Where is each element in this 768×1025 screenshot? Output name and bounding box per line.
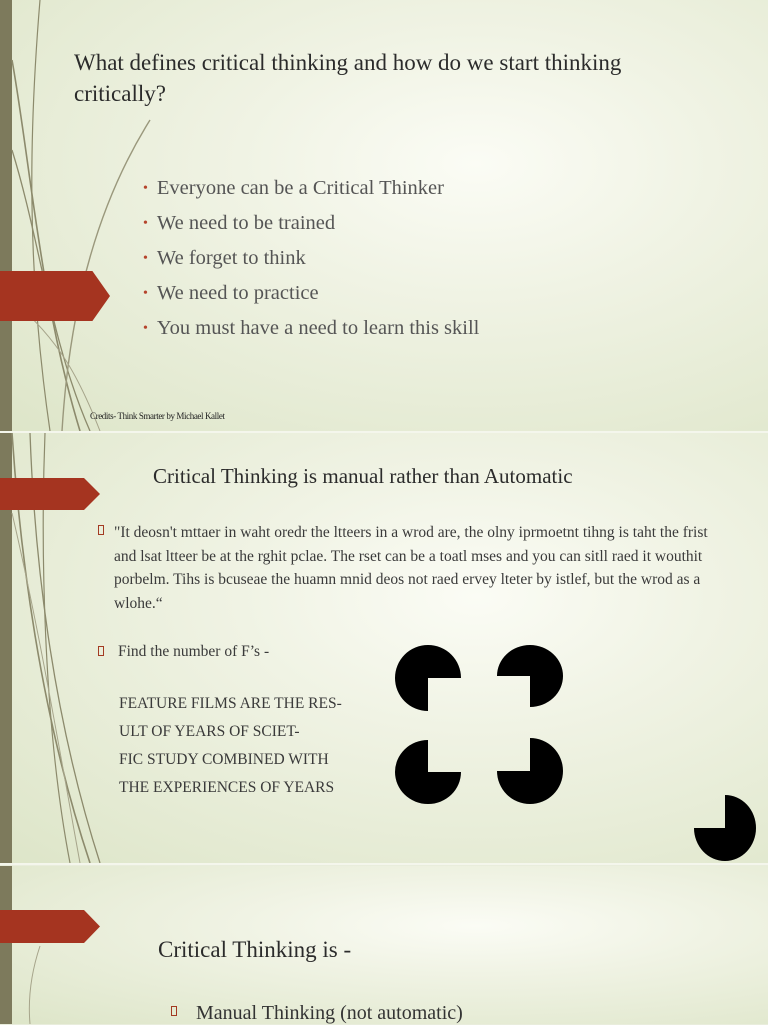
slide-1 bbox=[0, 0, 768, 431]
slide-separator bbox=[0, 863, 768, 865]
list-item: • We need to practice bbox=[143, 282, 319, 304]
square-bullet-icon bbox=[98, 525, 104, 535]
square-bullet-icon bbox=[171, 1006, 177, 1016]
bullet-dot-icon: • bbox=[143, 286, 148, 301]
caps-text-block bbox=[119, 690, 342, 802]
slide-1-title: What defines critical thinking and how do we start thinking critically? bbox=[74, 50, 622, 106]
list-item: • We forget to think bbox=[143, 247, 306, 269]
slide-2 bbox=[0, 433, 768, 863]
list-item: • You must have a need to learn this skill bbox=[143, 317, 480, 339]
scrambled-text-paragraph: "It deosn't mttaer in waht oredr the ltteers in a wrod are, the olny iprmoetnt tihng is taht the frist and lsat ltteer be at the rghit pclae. The rset can be a toatl mses and you can sitll raed it wouthit porbelm. Tihs is bcuseae the huamn mnid deos not raed ervey lteter by istlef, but the wrod as a wlohe.“ bbox=[114, 524, 708, 612]
slide-3-bullet: Manual Thinking (not automatic) bbox=[196, 1002, 463, 1024]
slide-3 bbox=[0, 866, 768, 1024]
caps-line: ULT OF YEARS OF SCIET- bbox=[119, 723, 300, 740]
bullet-dot-icon: • bbox=[143, 216, 148, 231]
list-item: • We need to be trained bbox=[143, 212, 336, 234]
pacman-shape-icon bbox=[497, 738, 563, 804]
caps-line: FIC STUDY COMBINED WITH bbox=[119, 751, 329, 768]
caps-line: FEATURE FILMS ARE THE RES- bbox=[119, 695, 342, 712]
slide-1-bullet-list bbox=[143, 174, 479, 349]
accent-tab bbox=[0, 271, 110, 321]
square-bullet-icon bbox=[98, 646, 104, 656]
decorative-curves bbox=[0, 866, 120, 1024]
bullet-dot-icon: • bbox=[143, 251, 148, 266]
list-item: • Everyone can be a Critical Thinker bbox=[143, 177, 444, 199]
bullet-dot-icon: • bbox=[143, 181, 148, 196]
slide-2-title: Critical Thinking is manual rather than Automatic bbox=[153, 464, 573, 488]
pacman-shape-icon bbox=[694, 795, 756, 861]
bullet-dot-icon: • bbox=[143, 321, 148, 336]
accent-tab bbox=[0, 910, 100, 943]
find-fs-label: Find the number of F’s - bbox=[118, 643, 270, 660]
pacman-shape-icon bbox=[395, 645, 461, 711]
credits-text: Credits- Think Smarter by Michael Kallet bbox=[90, 411, 225, 421]
pacman-shape-icon bbox=[395, 740, 461, 804]
caps-line: THE EXPERIENCES OF YEARS bbox=[119, 779, 335, 796]
accent-tab bbox=[0, 478, 100, 510]
pacman-shape-icon bbox=[497, 645, 563, 707]
slide-3-title: Critical Thinking is - bbox=[158, 937, 352, 962]
